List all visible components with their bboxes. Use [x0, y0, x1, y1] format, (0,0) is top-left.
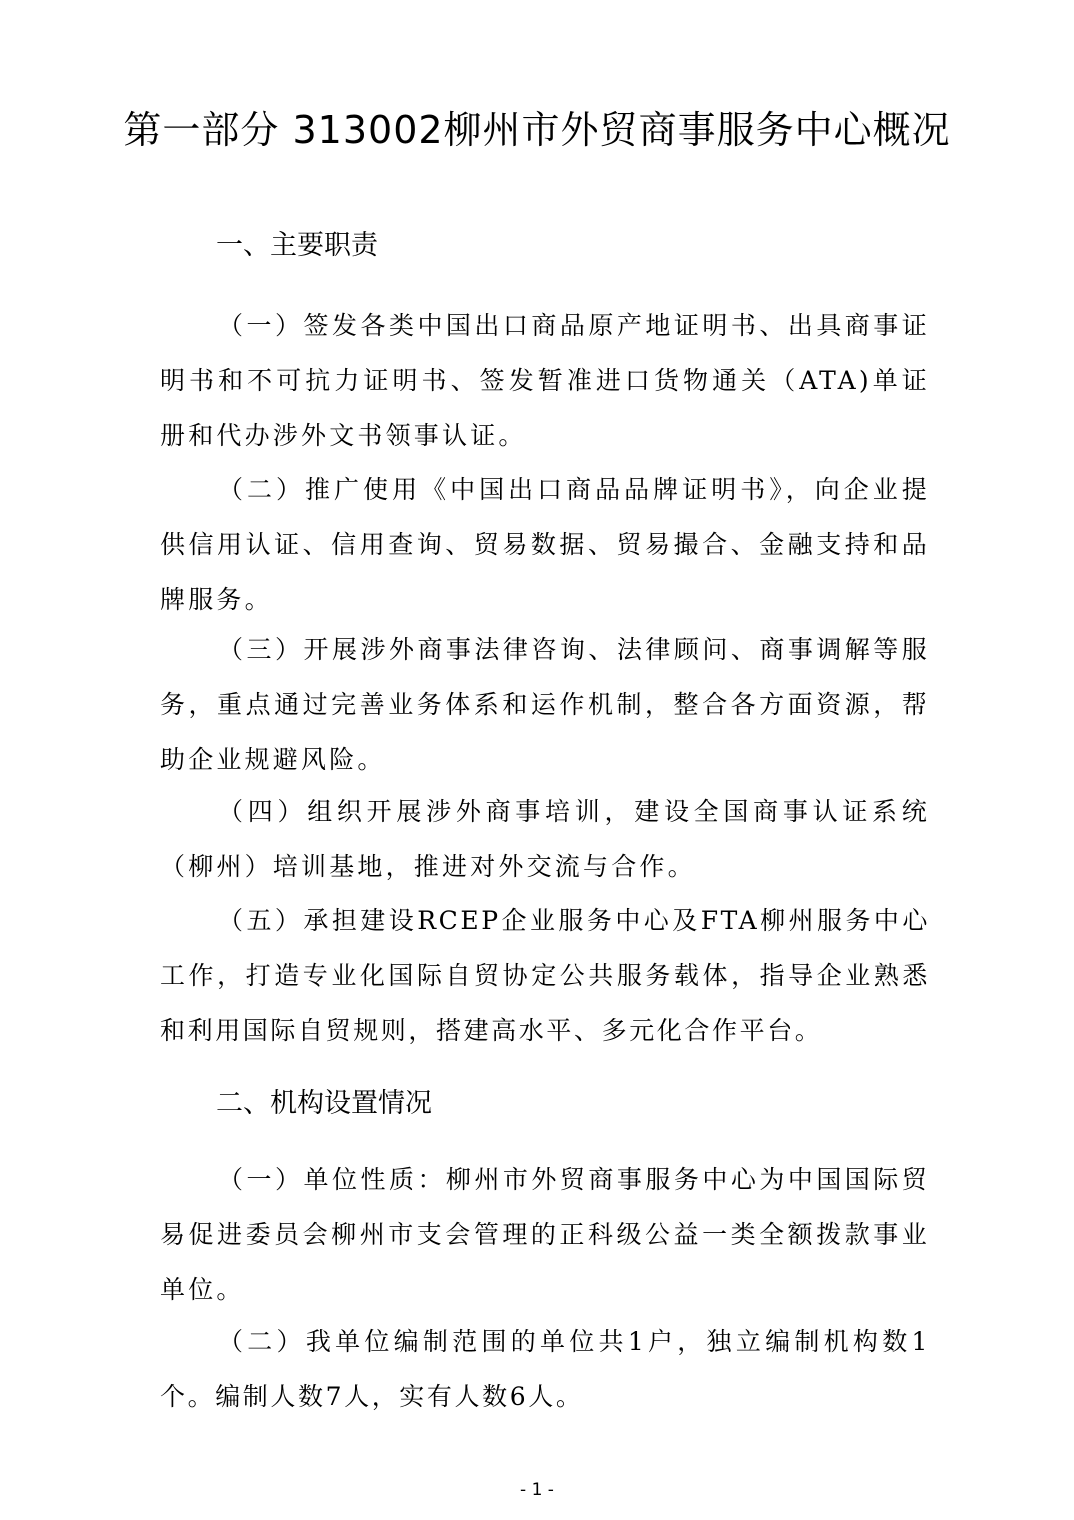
- duty-paragraph-5: （五）承担建设RCEP企业服务中心及FTA柳州服务中心工作，打造专业化国际自贸协定公共服务载体，指导企业熟悉和利用国际自贸规则，搭建高水平、多元化合作平台。: [160, 906, 930, 1045]
- org-paragraph-2: （二）我单位编制范围的单位共1户，独立编制机构数1个。编制人数7人，实有人数6人。: [160, 1327, 930, 1411]
- duty-paragraph-2: （二）推广使用《中国出口商品品牌证明书》，向企业提供信用认证、信用查询、贸易数据、贸易撮合、金融支持和品牌服务。: [160, 475, 930, 614]
- org-paragraph-1: （一）单位性质：柳州市外贸商事服务中心为中国国际贸易促进委员会柳州市支会管理的正科级公益一类全额拨款事业单位。: [160, 1165, 930, 1304]
- duty-paragraph-3: （三）开展涉外商事法律咨询、法律顾问、商事调解等服务，重点通过完善业务体系和运作机制，整合各方面资源，帮助企业规避风险。: [160, 635, 930, 774]
- section-heading-main-duties: 一、主要职责: [216, 230, 378, 261]
- section-heading-organization: 二、机构设置情况: [216, 1088, 432, 1119]
- duty-paragraph-1: （一）签发各类中国出口商品原产地证明书、出具商事证明书和不可抗力证明书、签发暂准进口货物通关（ATA)单证册和代办涉外文书领事认证。: [160, 311, 930, 450]
- page-number: - 1 -: [520, 1480, 554, 1500]
- page-title: 第一部分 313002柳州市外贸商事服务中心概况: [123, 108, 951, 152]
- duty-paragraph-4: （四）组织开展涉外商事培训，建设全国商事认证系统（柳州）培训基地，推进对外交流与合作。: [160, 797, 930, 881]
